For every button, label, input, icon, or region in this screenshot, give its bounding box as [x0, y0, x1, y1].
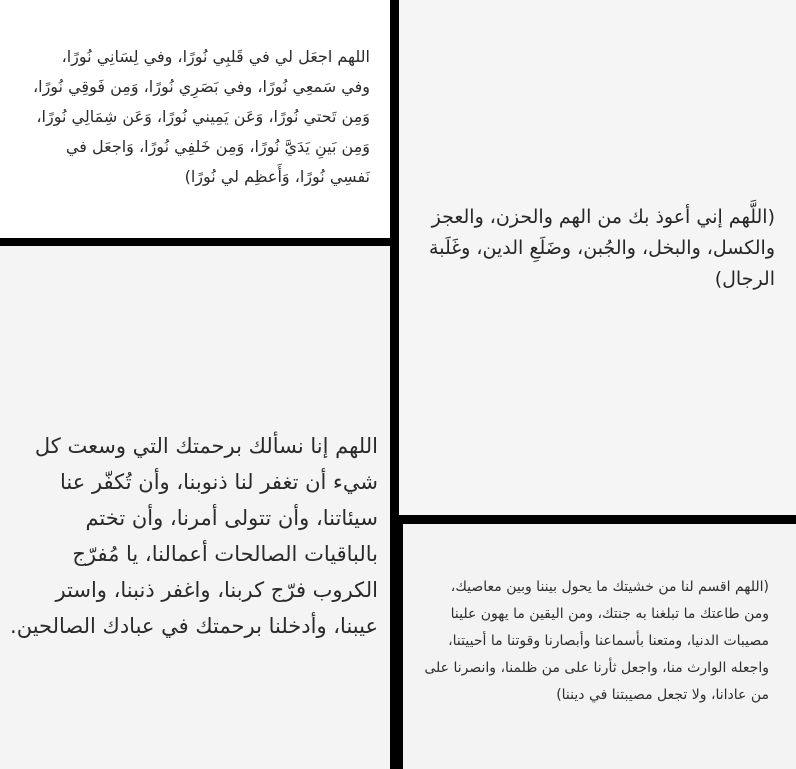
dua-panel-fear: [403, 524, 796, 769]
dua-panel-light: [0, 0, 390, 238]
dua-text-light: اللهم اجعَل لي في قَلبِي نُورًا، وفي لِسَانِي نُورًا، وفي سَمعِي نُورًا، وفي بَصَرِي نُورًا، وَمِن فَوقِي نُورًا، وَمِن تَحتي نُورًا، وَعَن يَمِيني نُورًا، وَعَن شِمَالِي نُورًا، وَمِن بَينِ يَدَيَّ نُورًا، وَمِن خَلفِي نُورًا، وَاجعَل في نَفسِي نُورًا، وَأَعظِم لي نُورًا): [32, 47, 370, 186]
dua-text-mercy: اللهم إنا نسألك برحمتك التي وسعت كل شيء أن تغفر لنا ذنوبنا، وأن تُكفّر عنا سيئاتنا، وأن تتولى أمرنا، وأن تختم بالباقيات الصالحات أعمالنا، يا مُفرّج الكروب فرّج كربنا، واغفر ذنبنا، واستر عيبنا، وأدخلنا برحمتك في عبادك الصالحين.: [10, 434, 378, 638]
dua-text-anxiety: (اللَّهم إني أعوذ بك من الهم والحزن، والعجز والكسل، والبخل، والجُبن، وضَلَعِ الدين، وغَلَبة الرجال): [429, 206, 775, 290]
dua-panel-mercy: [0, 246, 390, 769]
dua-panel-anxiety: [399, 0, 796, 515]
dua-text-fear: (اللهم اقسم لنا من خشيتك ما يحول بيننا وبين معاصيك، ومن طاعتك ما تبلغنا به جنتك، ومن اليقين ما يهون علينا مصيبات الدنيا، ومتعنا بأسماعنا وأبصارنا وقوتنا ما أحييتنا، واجعله الوارث منا، واجعل ثأرنا على من ظلمنا، وانصرنا على من عادانا، ولا تجعل مصيبتنا في ديننا): [424, 579, 769, 703]
